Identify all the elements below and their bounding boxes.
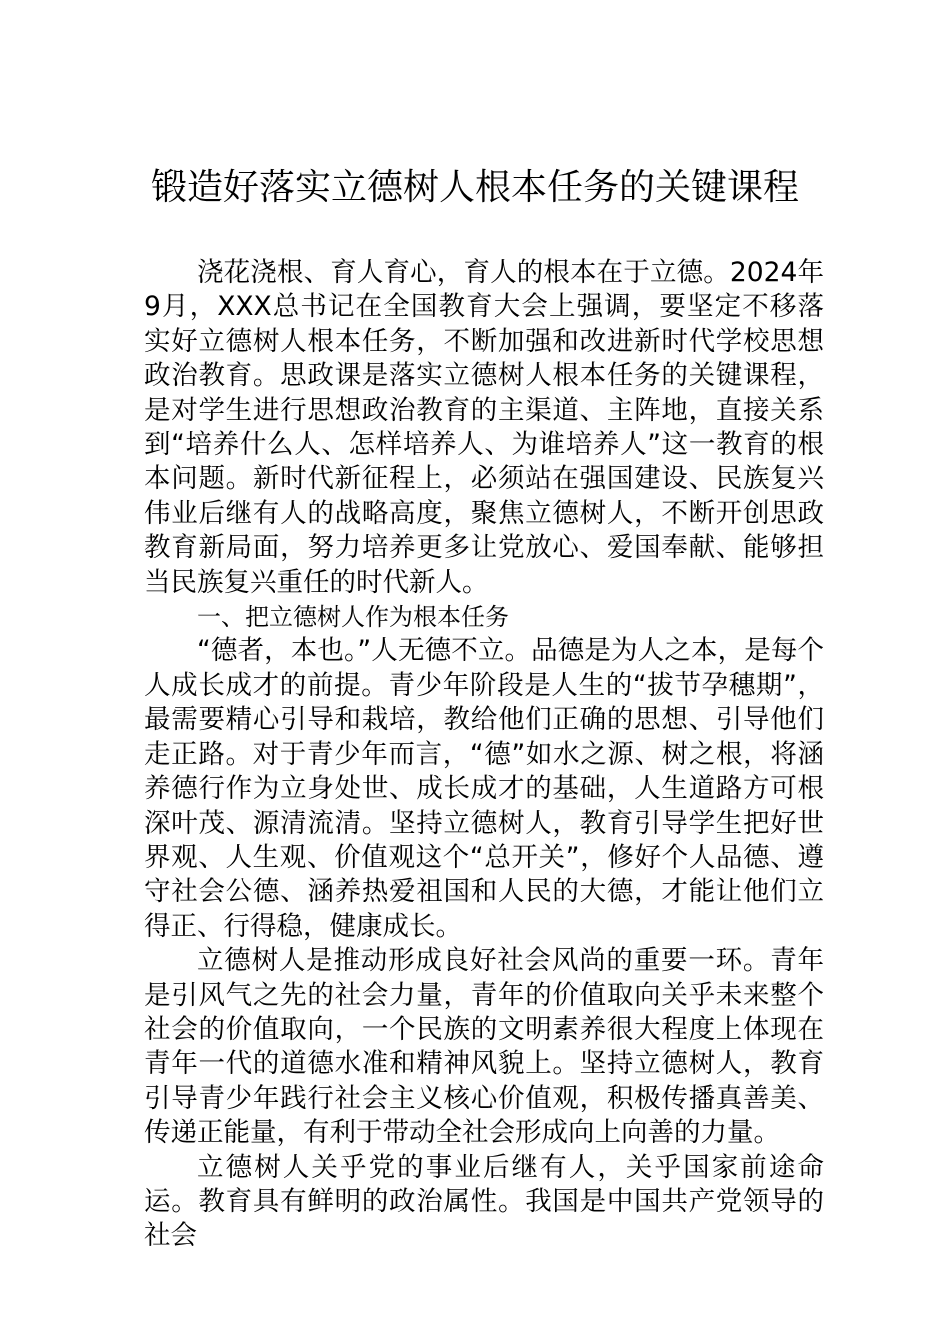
- document-title: 锻造好落实立德树人根本任务的关键课程: [150, 167, 799, 208]
- paragraph-section1-b: 立德树人是推动形成良好社会风尚的重要一环。青年是引风气之先的社会力量，青年的价值取向关乎未来整个社会的价值取向，一个民族的文明素养很大程度上体现在青年一代的道德水准和精神风貌上。坚持立德树人，教育引导青少年践行社会主义核心价值观，积极传播真善美、传递正能量，有利于带动全社会形成向上向善的力量。: [144, 945, 824, 1149]
- paragraph-section1-a: “德者，本也。”人无德不立。品德是为人之本，是每个人成长成才的前提。青少年阶段是人生的“拔节孕穗期”，最需要精心引导和栽培，教给他们正确的思想、引导他们走正路。对于青少年而言，“德”如水之源、树之根，将涵养德行作为立身处世、成长成才的基础，人生道路方可根深叶茂、源清流清。坚持立德树人，教育引导学生把好世界观、人生观、价值观这个“总开关”，修好个人品德、遵守社会公德、涵养热爱祖国和人民的大德，才能让他们立得正、行得稳，健康成长。: [144, 635, 824, 942]
- document-body: [144, 256, 824, 1254]
- paragraph-intro: 浇花浇根、育人育心，育人的根本在于立德。2024年9月，XXX总书记在全国教育大会上强调，要坚定不移落实好立德树人根本任务，不断加强和改进新时代学校思想政治教育。思政课是落实立德树人根本任务的关键课程，是对学生进行思想政治教育的主渠道、主阵地，直接关系到“培养什么人、怎样培养人、为谁培养人”这一教育的根本问题。新时代新征程上，必须站在强国建设、民族复兴伟业后继有人的战略高度，聚焦立德树人，不断开创思政教育新局面，努力培养更多让党放心、爱国奉献、能够担当民族复兴重任的时代新人。: [144, 257, 824, 598]
- paragraph-section1-c: 立德树人关乎党的事业后继有人，关乎国家前途命运。教育具有鲜明的政治属性。我国是中国共产党领导的社会: [144, 1151, 824, 1252]
- section-heading-1: 一、把立德树人作为根本任务: [197, 603, 509, 632]
